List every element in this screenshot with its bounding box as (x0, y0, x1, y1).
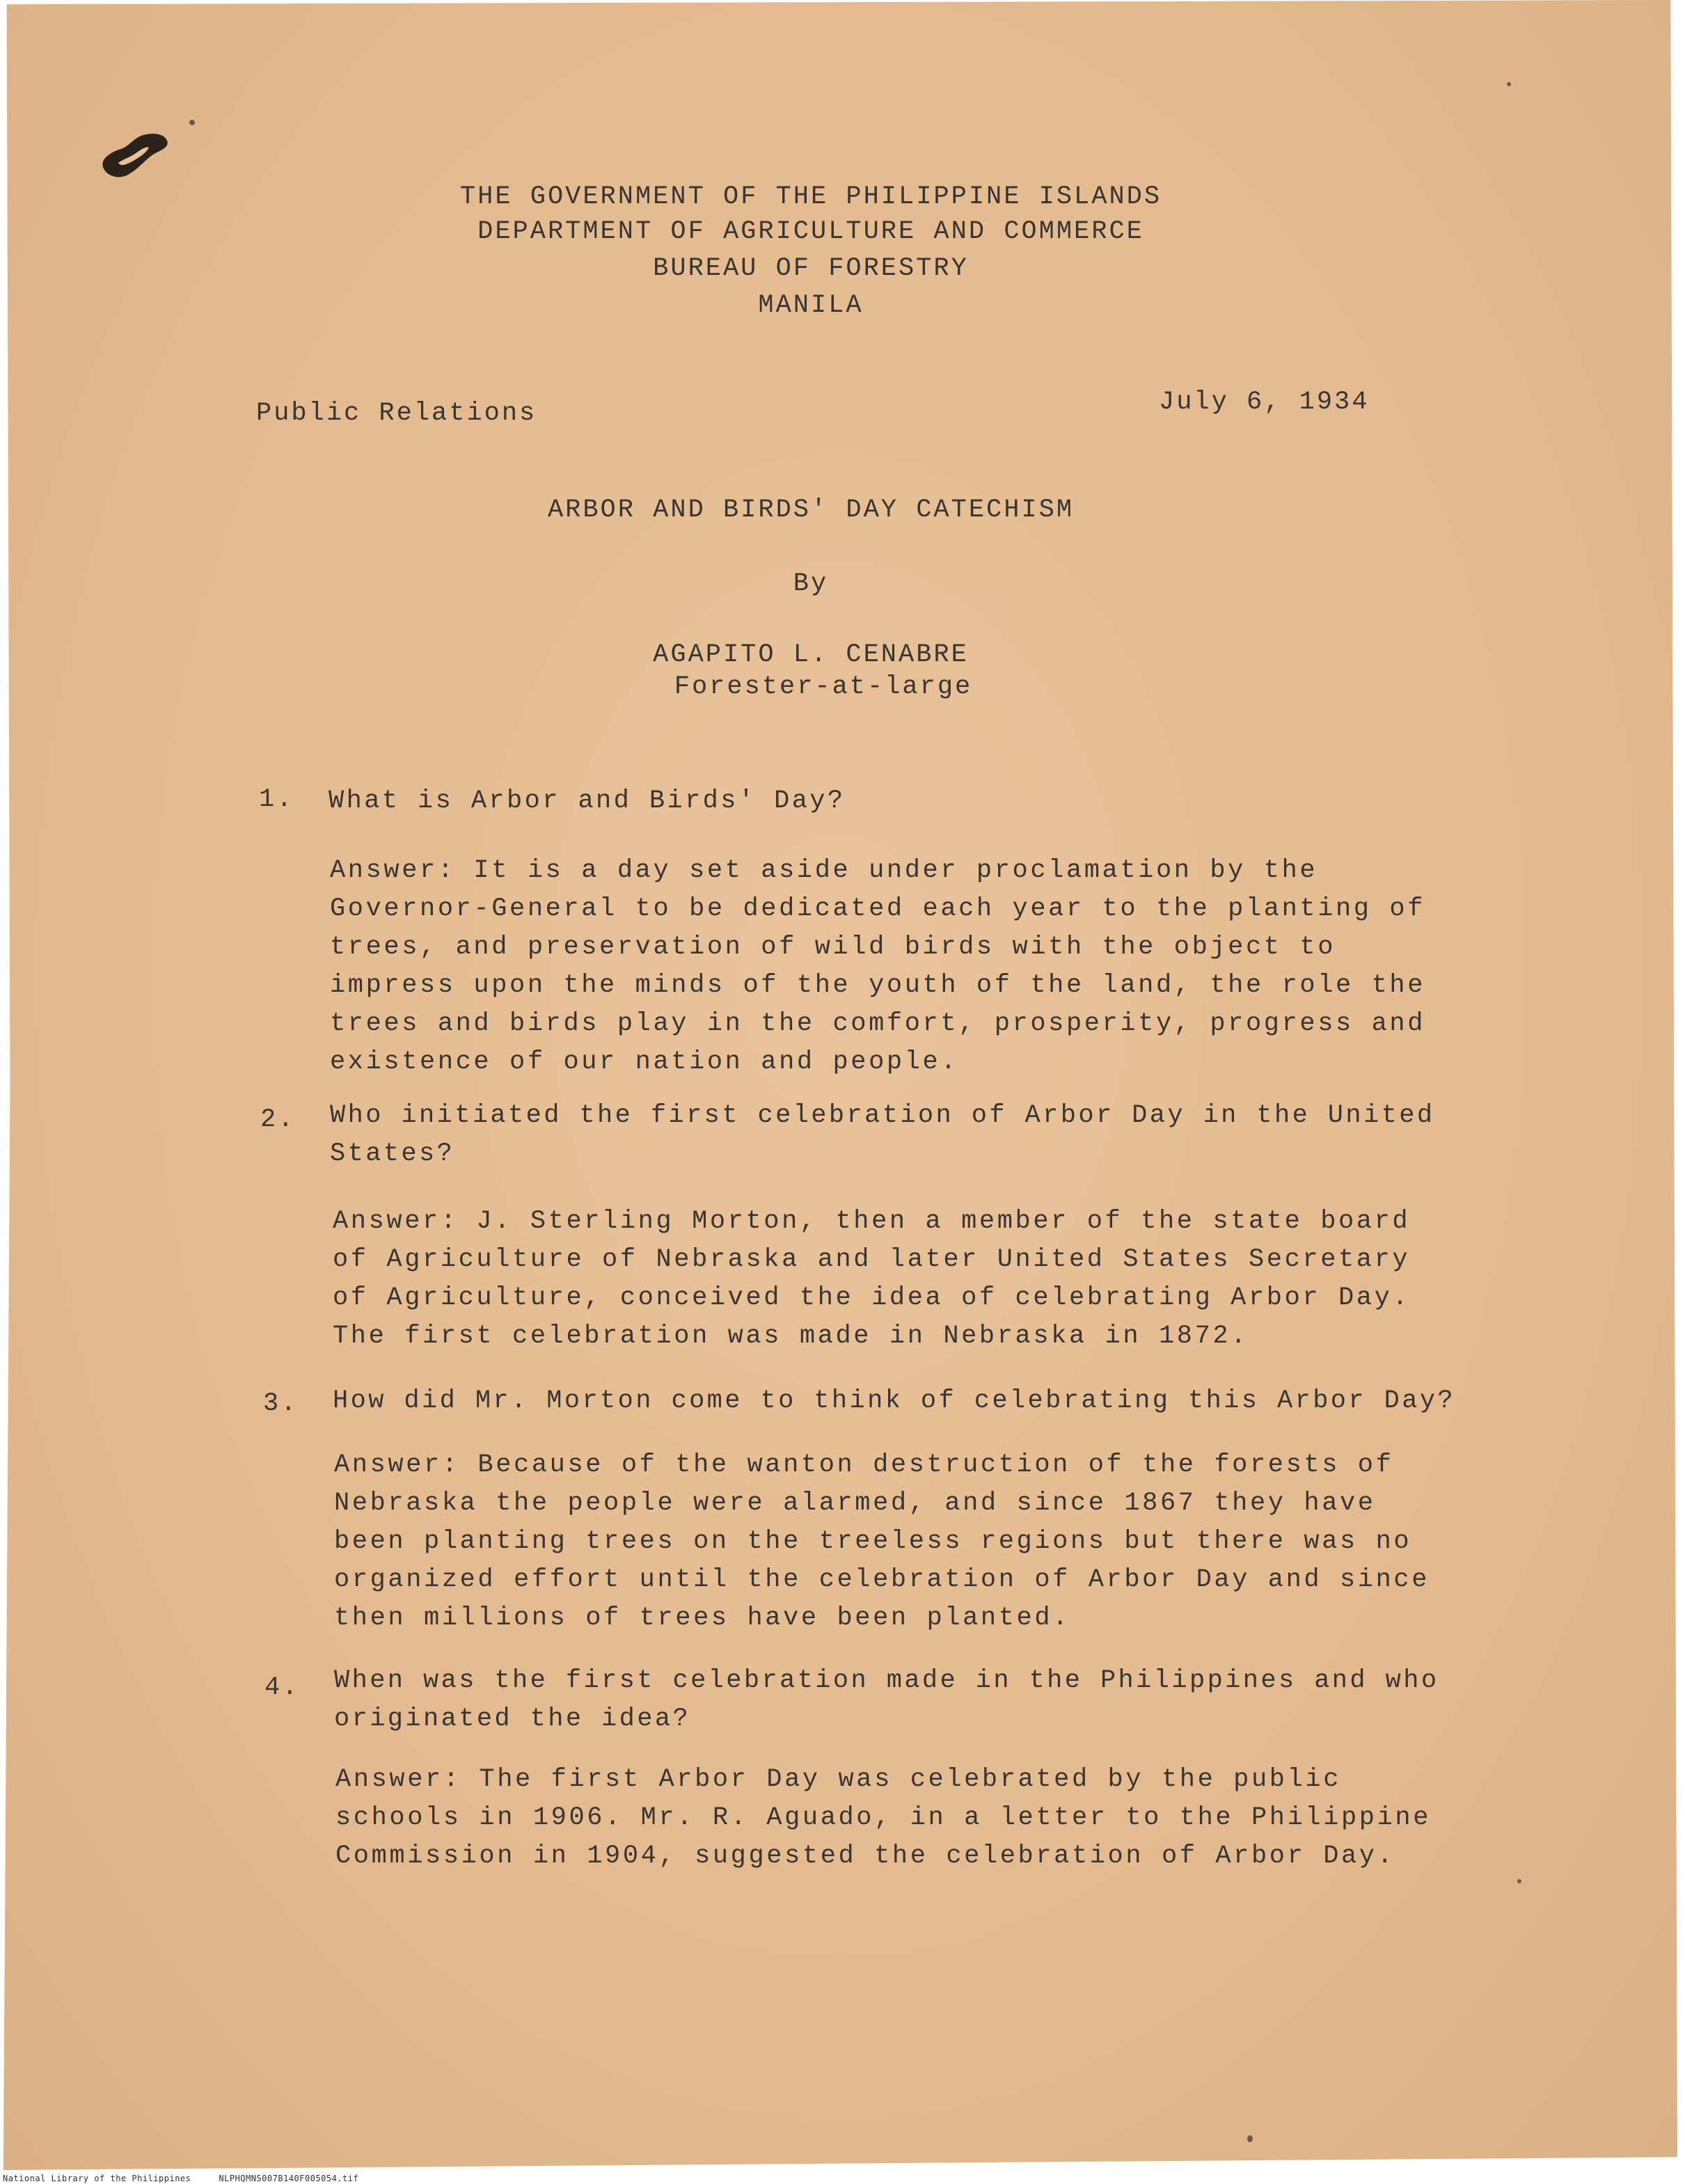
question-number: 1. (259, 785, 294, 814)
burn-mark-icon (97, 125, 173, 182)
scan-footer (3, 2174, 386, 2183)
question-text: Who initiated the first celebration of Arbor Day in the United States? (330, 1101, 1435, 1169)
paper-speck (1507, 82, 1511, 86)
answer-text: Answer: It is a day set aside under proclamation by the Governor-General to be dedicated each year to the planting of trees, and preservation of wild birds with the object to impress upon the minds of the youth of the land, the role the trees and birds play in the comfort, prosperity, progress and existence of our nation and people. (330, 856, 1426, 1077)
byline-by: By (793, 569, 829, 599)
answer-text: Answer: The first Arbor Day was celebrated by the public schools in 1906. Mr. R. Aguado, in a letter to the Philippine Commission in 1904, suggested the celebration of Arbor Day. (335, 1765, 1432, 1871)
answer-text: Answer: Because of the wanton destruction of the forests of Nebraska the people were alarmed, and since 1867 they have been planting trees on the treeless regions but there was no organized effort until the celebration of Arbor Day and since then millions of trees have been planted. (334, 1450, 1430, 1633)
department-label: Public Relations (256, 399, 537, 428)
question-number: 3. (263, 1389, 299, 1418)
letterhead-department: DEPARTMENT OF AGRICULTURE AND COMMERCE (477, 217, 1144, 246)
question-text: What is Arbor and Birds' Day? (329, 786, 846, 816)
library-name: National Library of the Philippines (3, 2174, 191, 2183)
scan-filename: NLPHQMNS007B140F005054.tif (219, 2174, 359, 2183)
author-title: Forester-at-large (674, 672, 973, 702)
paper-speck (1517, 1879, 1521, 1883)
question-number: 4. (264, 1673, 300, 1702)
question-text: When was the first celebration made in the Philippines and who originated the idea? (334, 1666, 1439, 1734)
document-date: July 6, 1934 (1159, 388, 1370, 417)
paper-speck (189, 120, 195, 125)
document-title: ARBOR AND BIRDS' DAY CATECHISM (547, 496, 1075, 525)
letterhead-government: THE GOVERNMENT OF THE PHILIPPINE ISLANDS (459, 182, 1162, 212)
letterhead-bureau: BUREAU OF FORESTRY (653, 254, 969, 283)
answer-text: Answer: J. Sterling Morton, then a member of the state board of Agriculture of Nebraska and later United States Secretary of Agriculture, conceived the idea of celebrating Arbor Day. The first celebration was made in Nebraska in 1872. (333, 1207, 1411, 1351)
author-name: AGAPITO L. CENABRE (653, 640, 969, 670)
question-number: 2. (260, 1105, 296, 1134)
paper-speck (1247, 2135, 1253, 2142)
letterhead-city: MANILA (758, 291, 864, 320)
question-text: How did Mr. Morton come to think of celebrating this Arbor Day? (333, 1386, 1456, 1416)
